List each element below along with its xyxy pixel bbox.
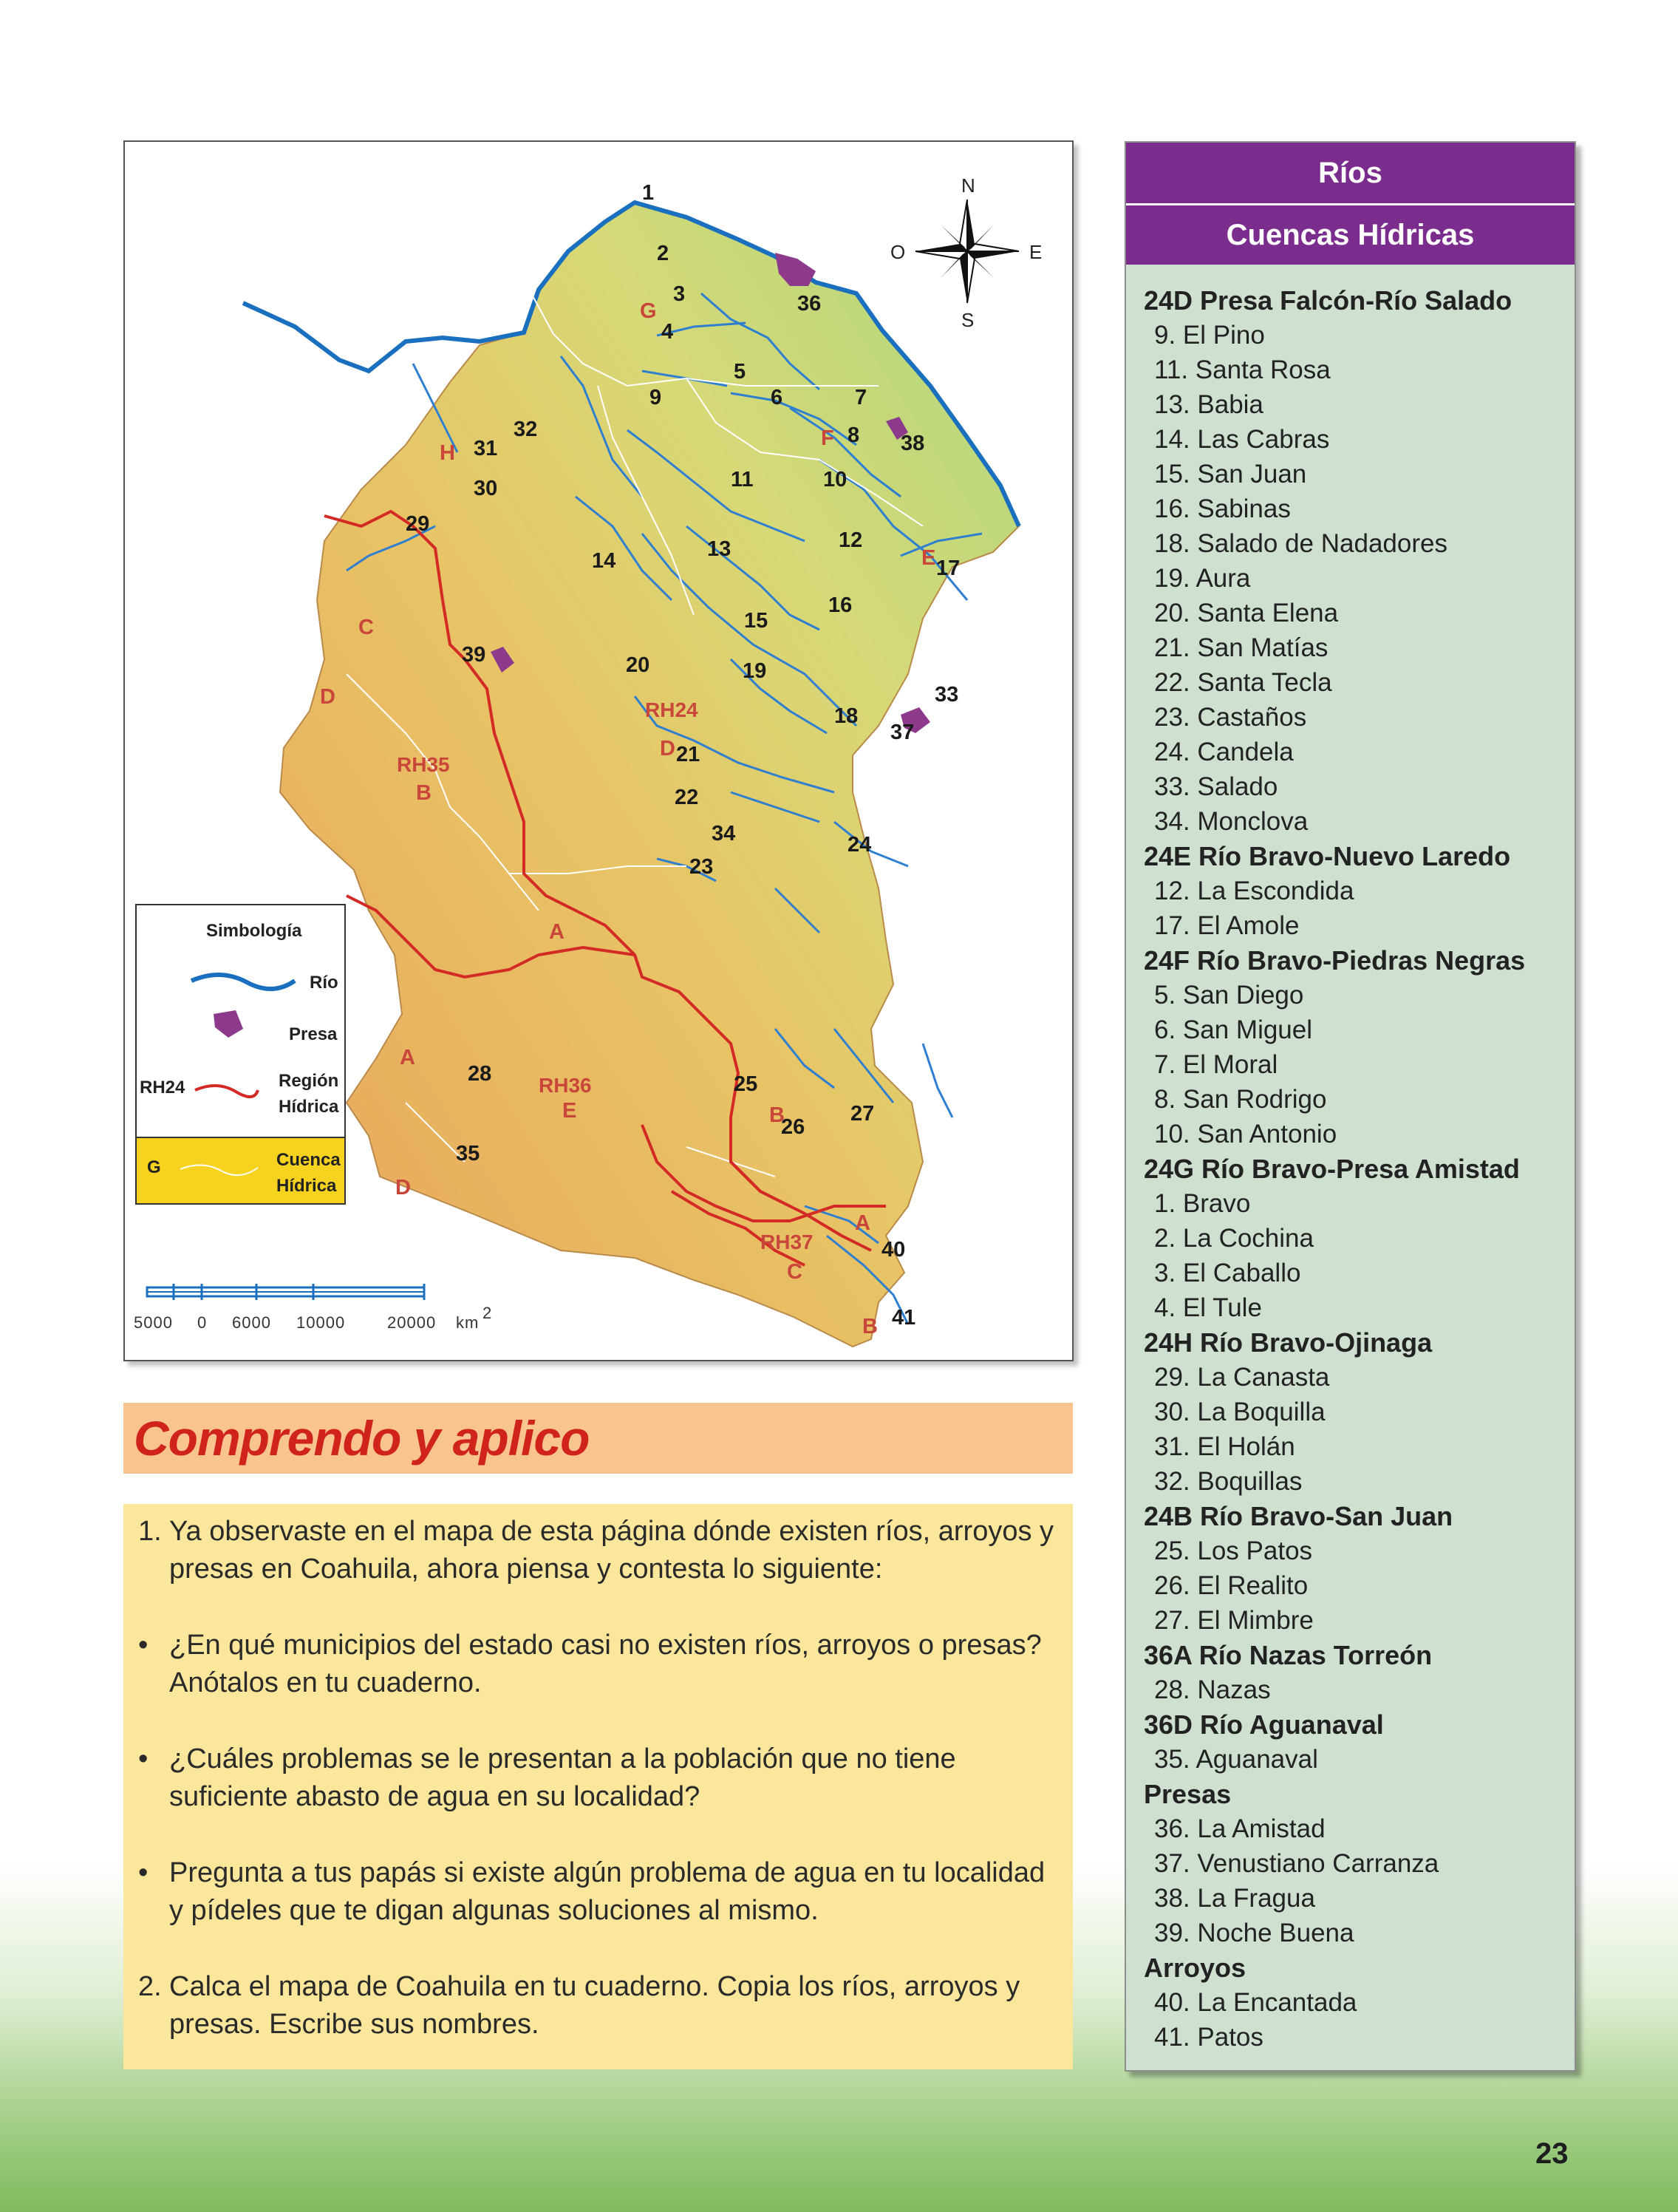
map-label-37: 37 <box>890 721 915 744</box>
activity-text: ¿En qué municipios del estado casi no existen ríos, arroyos o presas? Anótalos en tu cuaderno. <box>169 1630 1042 1698</box>
river-list-item: 40. La Encantada <box>1154 1988 1357 2017</box>
river-list-item: 13. Babia <box>1154 390 1263 419</box>
river-list-item: 34. Monclova <box>1154 807 1309 836</box>
river-list-item: 17. El Amole <box>1154 911 1300 940</box>
river-list-item: 32. Boquillas <box>1154 1467 1303 1496</box>
river-list-item: 9. El Pino <box>1154 321 1265 350</box>
map-label-34: 34 <box>712 822 736 845</box>
map-label-15: 15 <box>744 609 768 633</box>
scale-label-5000: 5000 <box>134 1313 173 1332</box>
river-list-item: 1. Bravo <box>1154 1189 1251 1218</box>
map-label-13: 13 <box>707 537 731 561</box>
river-list-item: 7. El Moral <box>1154 1050 1278 1079</box>
panel-subtitle: Cuencas Hídricas <box>1126 205 1575 265</box>
region-label-rh36: RH36 <box>539 1074 592 1097</box>
activity-marker: 2. <box>138 1971 162 2002</box>
river-list-item: 26. El Realito <box>1154 1571 1309 1600</box>
river-list-item: 23. Castaños <box>1154 703 1307 732</box>
river-list-item: 21. San Matías <box>1154 633 1329 662</box>
legend-cuenca-label-1: Cuenca <box>276 1150 341 1170</box>
map-label-41: 41 <box>892 1306 916 1330</box>
activity-text: Ya observaste en el mapa de esta página dónde existen ríos, arroyos y presas en Coahuila, ahora piensa y contesta lo siguiente: <box>169 1516 1054 1585</box>
legend-region-code: RH24 <box>140 1078 185 1098</box>
basin-heading: 24E Río Bravo-Nuevo Laredo <box>1144 841 1511 871</box>
basin-letter-b-rh35: B <box>416 781 432 805</box>
river-list-item: 35. Aguanaval <box>1154 1745 1318 1774</box>
map-label-20: 20 <box>626 653 650 677</box>
river-list-item: 25. Los Patos <box>1154 1537 1313 1565</box>
river-list-item: 15. San Juan <box>1154 460 1307 489</box>
region-label-rh37: RH37 <box>760 1231 814 1253</box>
basin-letter-a-west: A <box>400 1046 415 1069</box>
map-label-21: 21 <box>676 743 700 766</box>
basin-heading: 24D Presa Falcón-Río Salado <box>1144 285 1512 316</box>
river-list-item: 11. Santa Rosa <box>1154 355 1331 384</box>
basin-letter-d-center: D <box>660 737 675 760</box>
activity-bullet: • <box>138 1857 149 1888</box>
basin-letter-a-south: A <box>855 1211 870 1235</box>
map-label-17: 17 <box>936 557 961 580</box>
basin-letter-e-rh36: E <box>562 1099 577 1123</box>
map-label-19: 19 <box>743 659 767 683</box>
river-list-item: 6. San Miguel <box>1154 1015 1313 1044</box>
river-list-item: 16. Sabinas <box>1154 494 1291 523</box>
river-list-item: 38. La Fragua <box>1154 1884 1315 1913</box>
basin-letter-d-west: D <box>320 685 335 709</box>
basin-letter-f: F <box>821 426 834 450</box>
basin-heading: 24F Río Bravo-Piedras Negras <box>1144 945 1526 976</box>
legend-region-label-1: Región <box>279 1071 339 1091</box>
map-label-23: 23 <box>689 855 714 879</box>
map-label-5: 5 <box>734 360 746 384</box>
river-list-item: 36. La Amistad <box>1154 1814 1326 1843</box>
map-label-38: 38 <box>901 432 925 455</box>
map-label-29: 29 <box>406 512 430 536</box>
map-label-40: 40 <box>881 1238 906 1262</box>
map-label-27: 27 <box>850 1102 875 1126</box>
basin-heading: 36A Río Nazas Torreón <box>1144 1640 1433 1670</box>
coahuila-state-shape <box>280 203 1019 1347</box>
compass-south-label: S <box>961 309 975 331</box>
map-canvas <box>125 142 1072 1360</box>
river-list-item: 20. Santa Elena <box>1154 599 1339 627</box>
river-list-item: 14. Las Cabras <box>1154 425 1330 454</box>
map-label-26: 26 <box>781 1115 805 1139</box>
map-label-28: 28 <box>468 1062 492 1086</box>
river-list-item: 10. San Antonio <box>1154 1120 1337 1148</box>
river-list-item: 33. Salado <box>1154 772 1278 801</box>
river-list-item: 2. La Cochina <box>1154 1224 1314 1253</box>
map-label-25: 25 <box>734 1072 758 1096</box>
river-list-item: 12. La Escondida <box>1154 877 1354 905</box>
legend-cuenca-code: G <box>147 1157 161 1177</box>
basin-letter-a-center: A <box>549 920 565 944</box>
scale-label-10000: 10000 <box>296 1313 346 1332</box>
river-list-item: 4. El Tule <box>1154 1293 1262 1322</box>
basin-heading: Arroyos <box>1144 1953 1246 1983</box>
activity-item <box>138 1740 1054 1816</box>
legend-title: Simbología <box>206 921 302 941</box>
activity-text: ¿Cuáles problemas se le presentan a la población que no tiene suficiente abasto de agua en su localidad? <box>169 1743 956 1812</box>
activity-text: Pregunta a tus papás si existe algún problema de agua en tu localidad y pídeles que te digan algunas soluciones al mismo. <box>169 1857 1046 1926</box>
map-label-6: 6 <box>771 386 783 409</box>
river-list-item: 30. La Boquilla <box>1154 1398 1326 1426</box>
map-label-18: 18 <box>834 704 859 728</box>
map-label-9: 9 <box>649 386 662 409</box>
scale-label-20000: 20000 <box>387 1313 437 1332</box>
map-label-1: 1 <box>642 181 655 205</box>
legend-cuenca-label-2: Hídrica <box>276 1176 337 1196</box>
map-label-36: 36 <box>797 292 822 316</box>
basin-heading: 36D Río Aguanaval <box>1144 1709 1384 1740</box>
map-label-32: 32 <box>514 418 538 441</box>
scale-label-0: 0 <box>197 1313 208 1332</box>
activity-bullet: • <box>138 1630 149 1661</box>
rios-panel <box>1125 141 1576 2072</box>
activity-marker: 1. <box>138 1516 162 1547</box>
river-list-item: 37. Venustiano Carranza <box>1154 1849 1439 1878</box>
river-list-item: 28. Nazas <box>1154 1675 1271 1704</box>
activity-box <box>123 1504 1073 2069</box>
coahuila-hydrology-map <box>123 140 1074 1361</box>
basin-letter-b-south: B <box>862 1315 878 1338</box>
basin-letter-d-south: D <box>395 1176 411 1199</box>
region-label-rh24: RH24 <box>645 698 698 721</box>
basin-heading: 24H Río Bravo-Ojinaga <box>1144 1327 1433 1358</box>
legend-region-label-2: Hídrica <box>279 1097 339 1117</box>
panel-title: Ríos <box>1126 143 1575 203</box>
river-list-item: 29. La Canasta <box>1154 1363 1330 1392</box>
river-list-item: 31. El Holán <box>1154 1432 1295 1461</box>
map-label-11: 11 <box>731 468 754 491</box>
basin-heading: Presas <box>1144 1779 1232 1809</box>
basin-letter-g: G <box>640 299 657 323</box>
basin-heading: 24G Río Bravo-Presa Amistad <box>1144 1154 1520 1184</box>
map-label-14: 14 <box>592 549 616 573</box>
map-label-3: 3 <box>673 282 686 306</box>
comprendo-title: Comprendo y aplico <box>134 1411 590 1466</box>
river-list-item: 3. El Caballo <box>1154 1259 1301 1287</box>
scale-label-6000: 6000 <box>232 1313 271 1332</box>
river-list-item: 18. Salado de Nadadores <box>1154 529 1447 558</box>
compass-west-label: O <box>890 241 906 263</box>
map-label-8: 8 <box>847 423 860 447</box>
basin-heading: 24B Río Bravo-San Juan <box>1144 1501 1453 1531</box>
map-label-16: 16 <box>828 593 853 617</box>
activity-item <box>138 1968 1054 2043</box>
map-legend <box>136 905 345 1204</box>
river-list-item: 27. El Mimbre <box>1154 1606 1314 1635</box>
activity-bullet: • <box>138 1743 149 1774</box>
scale-unit-power: 2 <box>482 1304 493 1322</box>
river-list-item: 5. San Diego <box>1154 981 1304 1010</box>
map-label-2: 2 <box>657 242 669 265</box>
river-list-item: 24. Candela <box>1154 738 1294 766</box>
map-label-22: 22 <box>675 786 699 809</box>
scale-unit: km <box>456 1313 480 1332</box>
map-label-24: 24 <box>847 833 872 857</box>
basin-letter-c: C <box>358 616 374 639</box>
legend-presa-label: Presa <box>289 1024 338 1044</box>
activity-item <box>138 1627 1054 1702</box>
map-label-30: 30 <box>474 477 498 500</box>
activity-text: Calca el mapa de Coahuila en tu cuaderno. Copia los ríos, arroyos y presas. Escribe sus nombres. <box>169 1971 1020 2040</box>
region-label-rh35: RH35 <box>397 753 450 776</box>
activity-item <box>138 1513 1054 1588</box>
river-list-item: 22. Santa Tecla <box>1154 668 1332 697</box>
map-label-35: 35 <box>456 1142 480 1165</box>
compass-north-label: N <box>961 174 975 197</box>
map-label-7: 7 <box>855 386 867 409</box>
map-label-33: 33 <box>935 683 959 707</box>
panel-list <box>1144 283 1569 2055</box>
activity-item <box>138 1854 1054 1930</box>
map-label-4: 4 <box>661 320 674 344</box>
map-label-10: 10 <box>823 468 847 491</box>
legend-rio-label: Río <box>310 973 338 993</box>
map-label-12: 12 <box>839 528 863 552</box>
river-list-item: 41. Patos <box>1154 2023 1263 2052</box>
compass-rose <box>890 174 1042 331</box>
basin-letter-c-rh37: C <box>787 1260 802 1284</box>
page-number: 23 <box>1535 2137 1569 2170</box>
river-list-item: 39. Noche Buena <box>1154 1919 1354 1947</box>
compass-east-label: E <box>1029 241 1043 263</box>
map-label-31: 31 <box>474 437 498 460</box>
basin-letter-b-rh36: B <box>769 1103 785 1127</box>
basin-letter-e: E <box>921 546 936 570</box>
river-list-item: 19. Aura <box>1154 564 1251 593</box>
comprendo-header <box>123 1403 1073 1474</box>
basin-letter-h: H <box>440 441 455 465</box>
scale-bar <box>134 1284 492 1332</box>
river-list-item: 8. San Rodrigo <box>1154 1085 1327 1114</box>
map-label-39: 39 <box>462 643 486 667</box>
